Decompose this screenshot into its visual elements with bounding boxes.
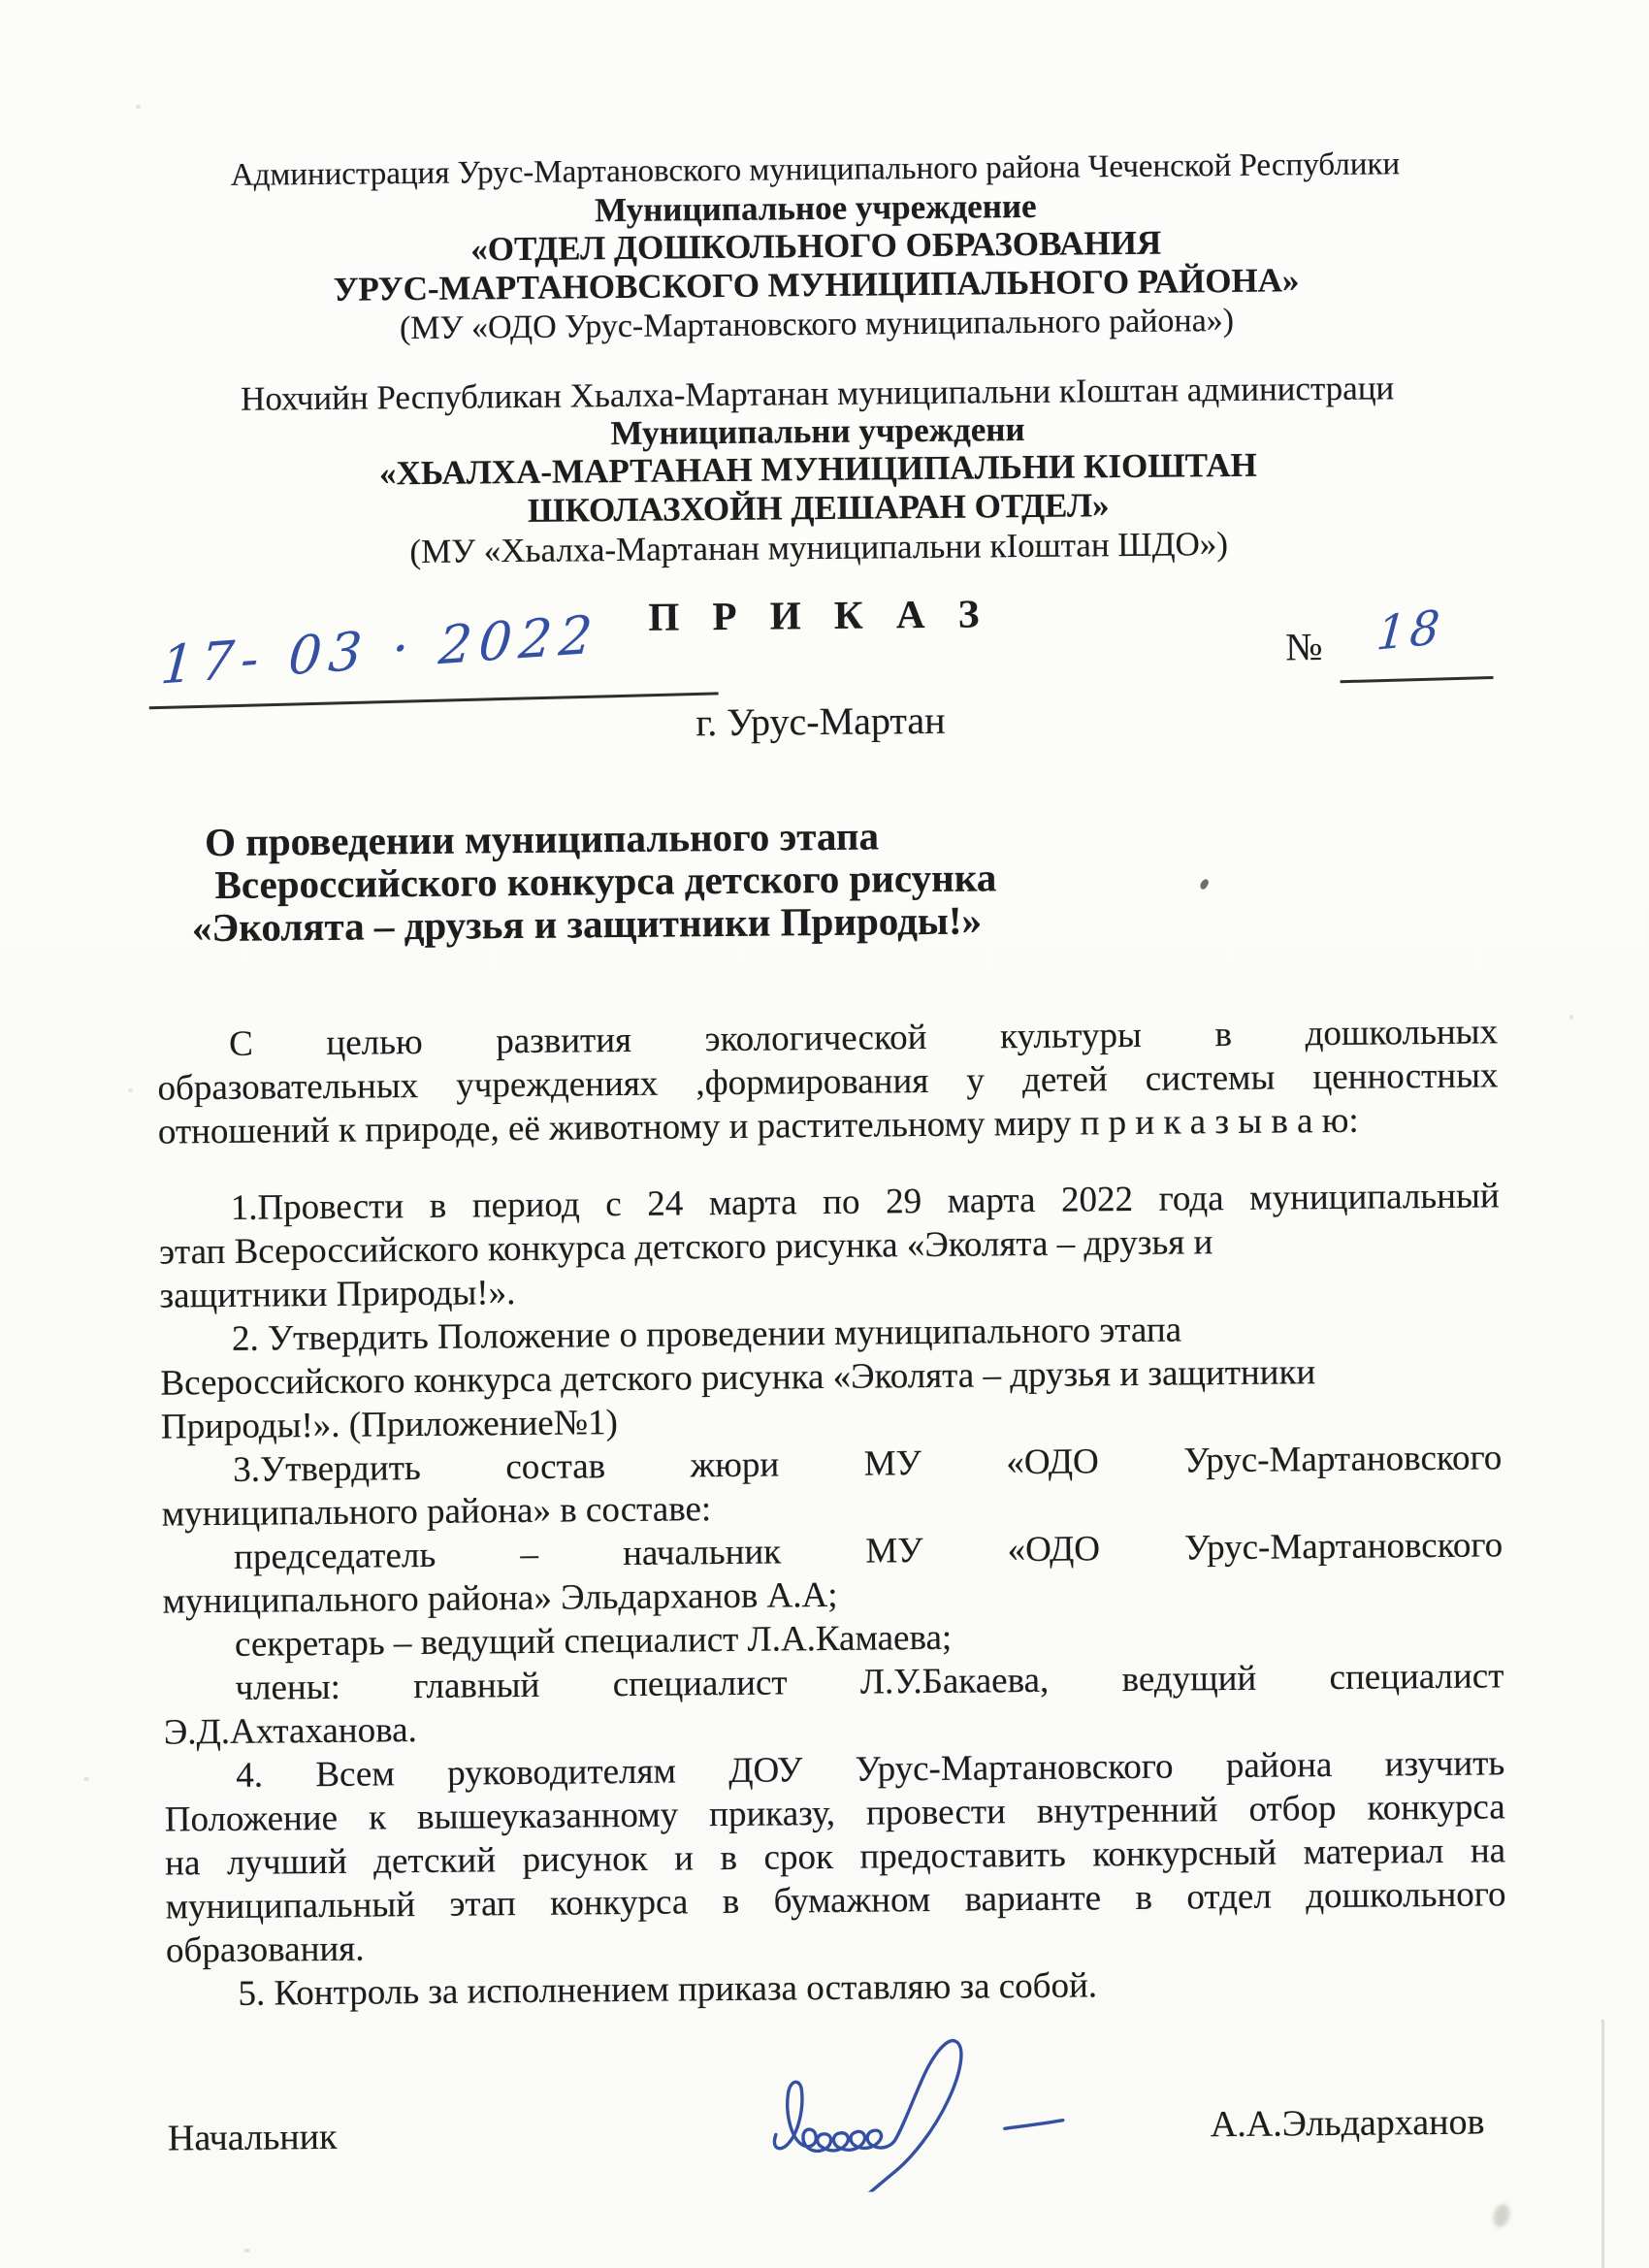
scan-artifact-speck xyxy=(244,2249,250,2252)
body-line: муниципальный этап конкурса в бумажном варианте в отдел дошкольного xyxy=(165,1874,1506,1928)
body-line: этап Всероссийского конкурса детского рисунка «Эколята – друзья и xyxy=(158,1222,1213,1273)
org-type-line-che: Муниципальни учреждени xyxy=(610,409,1025,453)
body-line: 2. Утвердить Положение о проведении муниципального этапа xyxy=(231,1310,1182,1359)
body-line: 3.Утвердить состав жюри МУ «ОДО Урус-Мартановского xyxy=(233,1438,1503,1490)
org-short-name-line: (МУ «ОДО Урус-Мартановского муниципального района») xyxy=(399,302,1235,347)
body-line: Всероссийского конкурса детского рисунка «Эколята – друзья и защитники xyxy=(160,1352,1316,1404)
org-name-line-2: УРУС-МАРТАНОВСКОГО МУНИЦИПАЛЬНОГО РАЙОНА» xyxy=(333,261,1300,308)
scan-artifact-vertical-line xyxy=(1601,2020,1604,2268)
order-title: П Р И К А З xyxy=(648,591,991,639)
body-line: Положение к вышеуказанному приказу, провести внутренний отбор конкурса xyxy=(164,1787,1505,1840)
org-header-russian xyxy=(0,144,1641,353)
org-type-line: Муниципальное учреждение xyxy=(594,186,1037,230)
handwritten-order-number: 18 xyxy=(1374,599,1446,662)
scan-artifact-speck xyxy=(1055,1370,1059,1374)
handwritten-signature xyxy=(763,1992,1103,2192)
scan-artifact-speck xyxy=(136,105,141,109)
signer-position: Начальник xyxy=(167,2116,338,2159)
body-line: муниципального района» в составе: xyxy=(161,1489,712,1535)
subject-line: «Эколята – друзья и защитники Природы!» xyxy=(191,897,983,951)
handwritten-date: 17- 03 · 2022 xyxy=(158,603,601,697)
order-body xyxy=(157,1010,1507,2016)
org-name-line-1: «ОТДЕЛ ДОШКОЛЬНОГО ОБРАЗОВАНИЯ xyxy=(470,223,1162,269)
scan-artifact-speck xyxy=(83,1777,89,1781)
body-line: секретарь – ведущий специалист Л.А.Камаева; xyxy=(234,1617,953,1665)
city-line: г. Урус-Мартан xyxy=(695,697,946,745)
body-line: 4. Всем руководителям ДОУ Урус-Мартановского района изучить xyxy=(236,1743,1505,1796)
org-name-line-1-che: «ХЬАЛХА-МАРТАНАН МУНИЦИПАЛЬНИ КIОШТАН xyxy=(378,445,1257,493)
body-line: отношений к природе, её животному и растительному миру п р и к а з ы в а ю: xyxy=(157,1100,1359,1152)
body-line: 1.Провести в период с 24 марта по 29 марта 2022 года муниципальный xyxy=(230,1176,1500,1228)
order-subject xyxy=(191,813,997,949)
org-administration-line: Администрация Урус-Мартановского муниципального района Чеченской Республики xyxy=(230,146,1401,193)
body-line: образовательных учреждениях ,формирования у детей системы ценностных xyxy=(157,1055,1499,1109)
body-line: на лучший детский рисунок и в срок предоставить конкурсный материал на xyxy=(164,1831,1506,1884)
subject-line: О проведении муниципального этапа xyxy=(204,813,880,865)
org-header-chechen xyxy=(0,367,1643,576)
body-line: защитники Природы!». xyxy=(159,1273,516,1316)
scan-artifact-speck xyxy=(128,1088,133,1092)
scan-artifact-speck xyxy=(1569,1015,1573,1020)
body-line: Природы!». (Приложение№1) xyxy=(160,1403,619,1447)
body-line: Э.Д.Ахтаханова. xyxy=(163,1710,417,1753)
org-name-line-2-che: ШКОЛАЗХОЙН ДЕШАРАН ОТДЕЛ» xyxy=(527,486,1110,530)
body-line: члены: главный специалист Л.У.Бакаева, ведущий специалист xyxy=(235,1656,1504,1708)
org-short-name-line-che: (МУ «Хьалха-Мартанан муниципальни кIоштан ШДО») xyxy=(409,524,1229,571)
subject-line: Всероссийского конкурса детского рисунка xyxy=(214,855,997,908)
body-line: муниципального района» Эльдарханов А.А; xyxy=(162,1574,838,1622)
body-line: С целью развития экологической культуры в дошкольных xyxy=(228,1012,1499,1064)
order-number-label: № xyxy=(1284,625,1323,669)
number-underline xyxy=(1341,676,1494,683)
body-line: 5. Контроль за исполнением приказа оставляю за собой. xyxy=(238,1965,1098,2014)
body-line: председатель – начальник МУ «ОДО Урус-Мартановского xyxy=(233,1525,1504,1577)
org-administration-line-che: Нохчийн Республикан Хьалха-Мартанан муниципальни кIоштан администраци xyxy=(240,369,1395,418)
signer-name: А.А.Эльдарханов xyxy=(1210,2101,1485,2146)
scan-artifact-speck xyxy=(910,623,914,627)
body-line: образования. xyxy=(165,1928,365,1971)
